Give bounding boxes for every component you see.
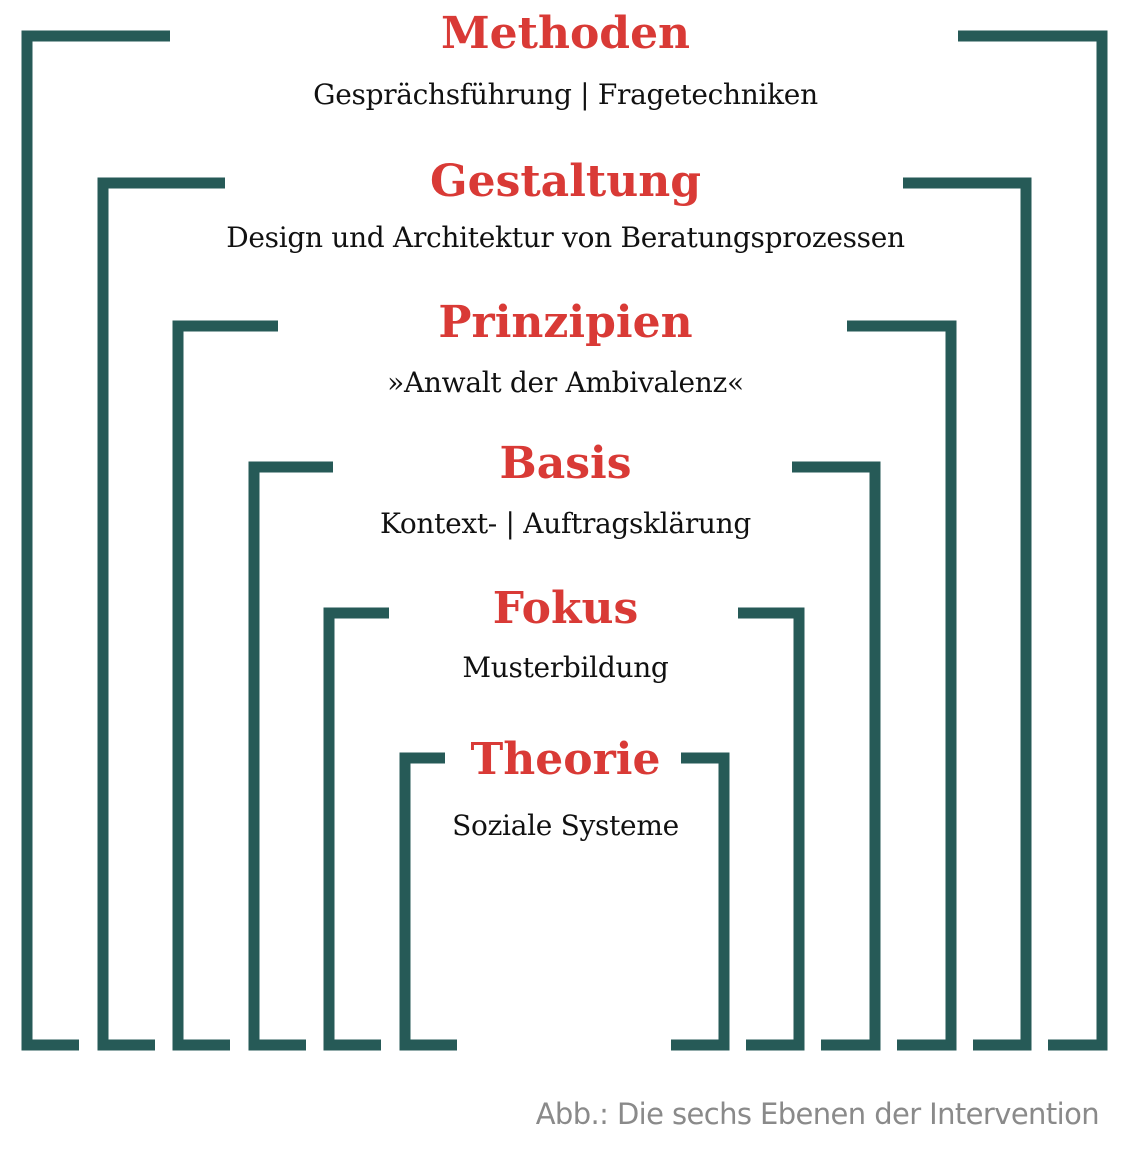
level-title: Methoden — [440, 8, 691, 59]
level-subtitle: Design und Architektur von Beratungsprozessen — [226, 221, 905, 254]
level-subtitle: Kontext- | Auftragsklärung — [379, 507, 752, 540]
level-title: Prinzipien — [438, 297, 693, 348]
level-title: Fokus — [492, 583, 639, 634]
level-subtitle: Gesprächsführung | Fragetechniken — [313, 78, 818, 111]
frame-theorie — [405, 758, 724, 1045]
frame-right-bracket — [671, 758, 724, 1045]
level-title: Theorie — [470, 734, 661, 785]
frame-prinzipien — [178, 326, 951, 1045]
frame-left-bracket — [405, 758, 457, 1045]
figure-caption: Abb.: Die sechs Ebenen der Intervention — [535, 1097, 1099, 1131]
level-subtitle: »Anwalt der Ambivalenz« — [387, 366, 744, 399]
level-subtitle: Soziale Systeme — [452, 809, 679, 842]
level-title: Gestaltung — [430, 156, 701, 207]
frame-right-bracket — [847, 326, 951, 1045]
level-subtitle: Musterbildung — [462, 651, 669, 684]
level-title: Basis — [499, 438, 632, 489]
frame-left-bracket — [178, 326, 278, 1045]
